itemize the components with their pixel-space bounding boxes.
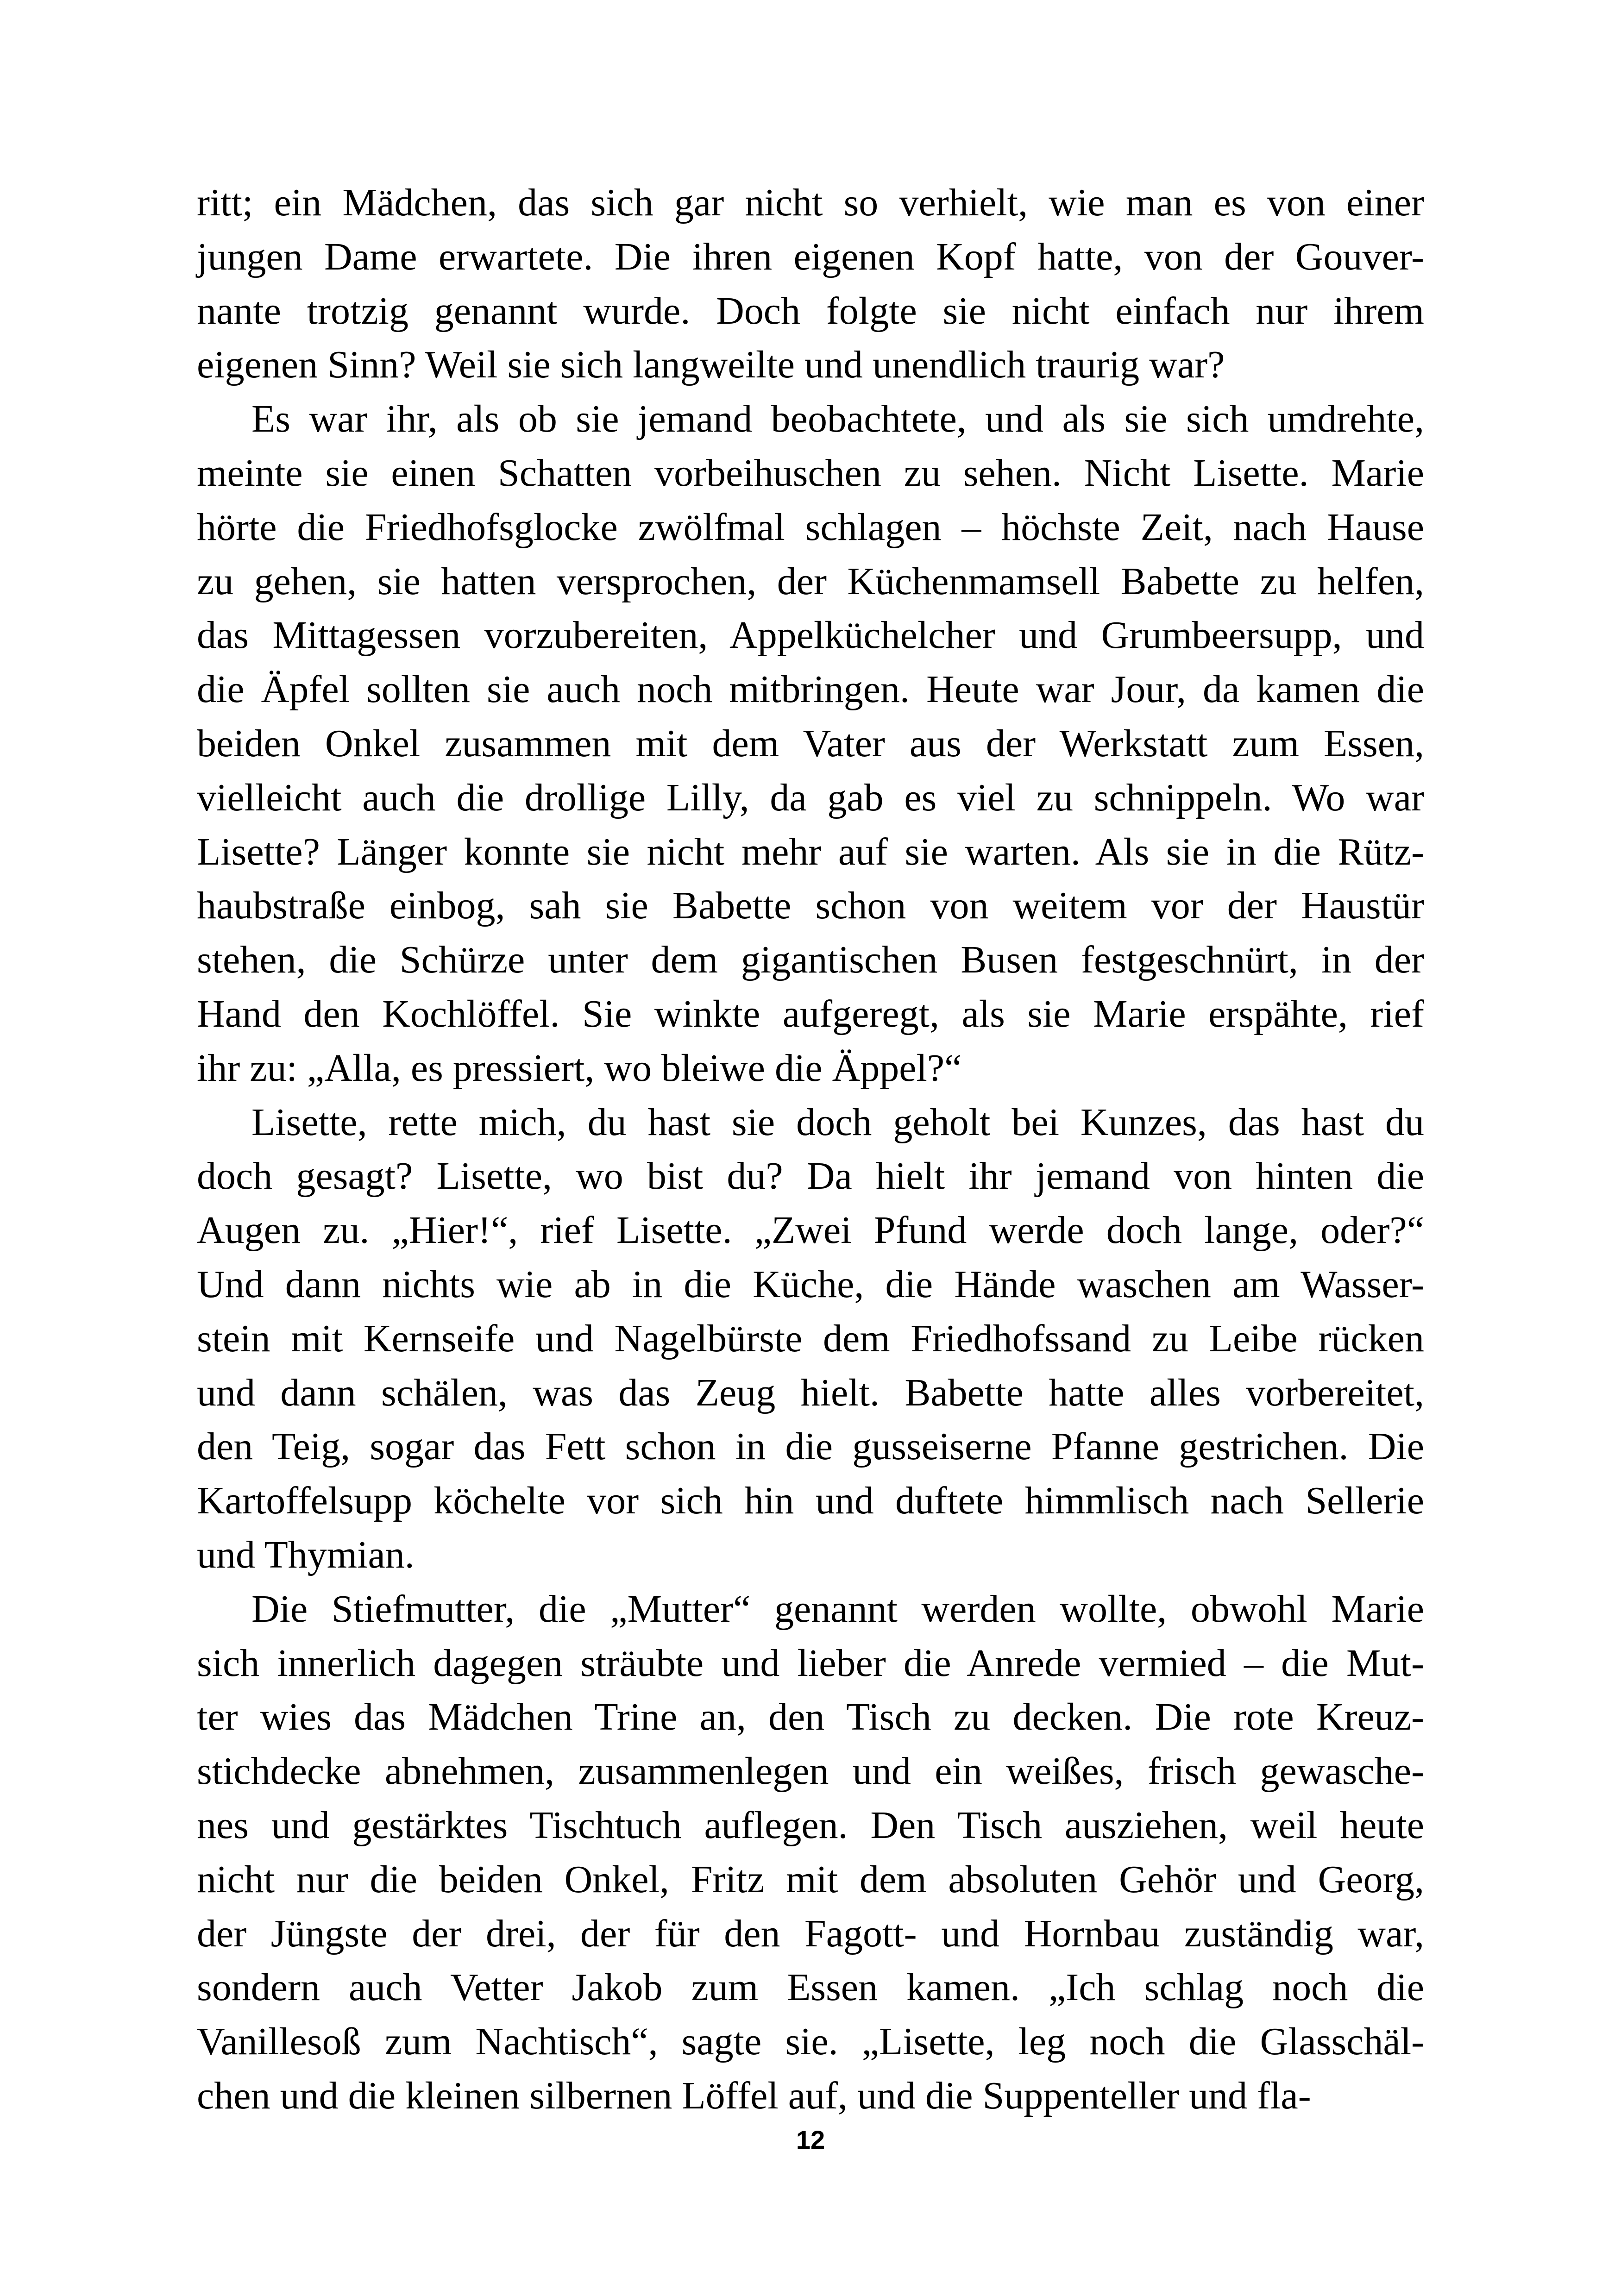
text-line: und Thymian. bbox=[197, 1533, 415, 1576]
text-line: Kartoffelsupp köchelte vor sich hin und duftete himmlisch nach Sellerie bbox=[197, 1479, 1424, 1523]
body-text bbox=[197, 176, 1424, 2123]
page-number: 12 bbox=[796, 2125, 825, 2154]
text-line: sich innerlich dagegen sträubte und lieber die Anrede vermied – die Mut- bbox=[197, 1641, 1424, 1685]
text-line: stein mit Kernseife und Nagelbürste dem Friedhofssand zu Leibe rücken bbox=[197, 1317, 1424, 1360]
text-line: nicht nur die beiden Onkel, Fritz mit dem absoluten Gehör und Georg, bbox=[197, 1857, 1424, 1901]
text-line: eigenen Sinn? Weil sie sich langweilte und unendlich traurig war? bbox=[197, 343, 1225, 387]
text-line: nante trotzig genannt wurde. Doch folgte sie nicht einfach nur ihrem bbox=[197, 289, 1424, 332]
text-line: stichdecke abnehmen, zusammenlegen und ein weißes, frisch gewasche- bbox=[197, 1750, 1424, 1793]
text-line: chen und die kleinen silbernen Löffel auf, und die Suppenteller und fla- bbox=[197, 2074, 1311, 2117]
text-line: nes und gestärktes Tischtuch auflegen. Den Tisch ausziehen, weil heute bbox=[197, 1803, 1424, 1847]
text-line: beiden Onkel zusammen mit dem Vater aus der Werkstatt zum Essen, bbox=[197, 721, 1424, 765]
text-line: Die Stiefmutter, die „Mutter“ genannt werden wollte, obwohl Marie bbox=[251, 1587, 1424, 1631]
text-line: Es war ihr, als ob sie jemand beobachtete, und als sie sich umdrehte, bbox=[251, 397, 1424, 441]
text-line: doch gesagt? Lisette, wo bist du? Da hielt ihr jemand von hinten die bbox=[197, 1154, 1424, 1198]
text-line: Vanillesoß zum Nachtisch“, sagte sie. „Lisette, leg noch die Glasschäl- bbox=[197, 2020, 1424, 2064]
text-line: sondern auch Vetter Jakob zum Essen kamen. „Ich schlag noch die bbox=[197, 1966, 1424, 2009]
text-line: jungen Dame erwartete. Die ihren eigenen Kopf hatte, von der Gouver- bbox=[197, 235, 1424, 278]
text-line: stehen, die Schürze unter dem gigantischen Busen festgeschnürt, in der bbox=[197, 938, 1424, 982]
text-line: und dann schälen, was das Zeug hielt. Babette hatte alles vorbereitet, bbox=[197, 1371, 1424, 1414]
text-line: die Äpfel sollten sie auch noch mitbringen. Heute war Jour, da kamen die bbox=[197, 668, 1424, 711]
text-line: haubstraße einbog, sah sie Babette schon von weitem vor der Haustür bbox=[197, 884, 1424, 928]
text-line: das Mittagessen vorzubereiten, Appelküchelcher und Grumbeersupp, und bbox=[197, 614, 1424, 657]
text-line: hörte die Friedhofsglocke zwölfmal schlagen – höchste Zeit, nach Hause bbox=[197, 505, 1424, 549]
text-line: Augen zu. „Hier!“, rief Lisette. „Zwei Pfund werde doch lange, oder?“ bbox=[197, 1209, 1424, 1252]
text-line: Und dann nichts wie ab in die Küche, die Hände waschen am Wasser- bbox=[197, 1262, 1424, 1306]
text-line: Hand den Kochlöffel. Sie winkte aufgeregt, als sie Marie erspähte, rief bbox=[197, 992, 1424, 1035]
text-line: vielleicht auch die drollige Lilly, da gab es viel zu schnippeln. Wo war bbox=[197, 776, 1424, 819]
text-line: ihr zu: „Alla, es pressiert, wo bleiwe die Äppel?“ bbox=[197, 1046, 962, 1090]
text-line: ritt; ein Mädchen, das sich gar nicht so verhielt, wie man es von einer bbox=[197, 181, 1424, 224]
text-line: Lisette? Länger konnte sie nicht mehr auf sie warten. Als sie in die Rütz- bbox=[197, 830, 1424, 873]
text-line: ter wies das Mädchen Trine an, den Tisch zu decken. Die rote Kreuz- bbox=[197, 1695, 1424, 1739]
text-line: meinte sie einen Schatten vorbeihuschen zu sehen. Nicht Lisette. Marie bbox=[197, 451, 1424, 495]
text-line: zu gehen, sie hatten versprochen, der Küchenmamsell Babette zu helfen, bbox=[197, 559, 1424, 603]
text-line: der Jüngste der drei, der für den Fagott- und Hornbau zuständig war, bbox=[197, 1912, 1424, 1955]
text-line: den Teig, sogar das Fett schon in die gusseiserne Pfanne gestrichen. Die bbox=[197, 1425, 1424, 1468]
text-line: Lisette, rette mich, du hast sie doch geholt bei Kunzes, das hast du bbox=[251, 1100, 1424, 1144]
